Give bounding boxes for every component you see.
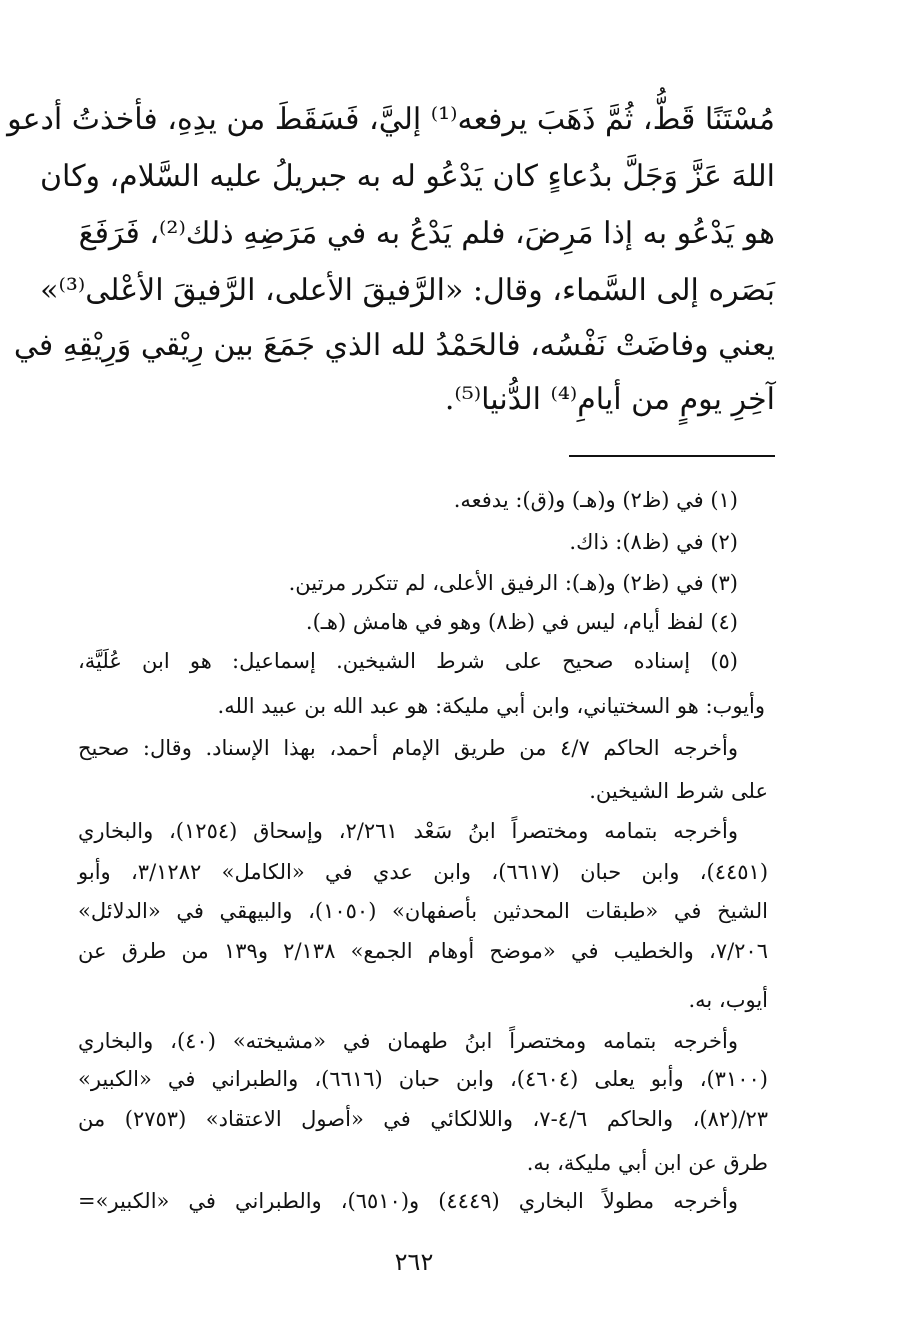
footnote-line: ٧/٢٠٦، والخطيب في «موضح أوهام الجمع» ٢/١٣٨ و١٣٩ من طرق عن	[78, 939, 768, 963]
main-text-line: مُسْتَنًا قَطُّ، ثُمَّ ذَهَبَ يرفعه⁽¹⁾ إليَّ، فَسَقَطَ من يدِهِ، فأخذتُ أدعو	[7, 102, 775, 137]
footnote-line: على شرط الشيخين.	[589, 779, 768, 803]
main-text-line: يعني وفاضَتْ نَفْسُه، فالحَمْدُ لله الذي جَمَعَ بين رِيْقي وَرِيْقِهِ في	[13, 328, 775, 363]
footnote-separator	[569, 455, 775, 457]
footnote-line: (٣١٠٠)، وأبو يعلى (٤٦٠٤)، وابن حبان (٦٦١٦)، والطبراني في «الكبير»	[78, 1067, 768, 1091]
footnote-line: ٢٣/(٨٢)، والحاكم ٤/٦-٧، واللالكائي في «أصول الاعتقاد» (٢٧٥٣) من	[78, 1107, 769, 1131]
footnote-line: (٥) إسناده صحيح على شرط الشيخين. إسماعيل: هو ابن عُلَيَّة،	[78, 649, 738, 673]
footnote-line: طرق عن ابن أبي مليكة، به.	[526, 1151, 768, 1175]
footnote-line: وأخرجه بتمامه ومختصراً ابنُ سَعْد ٢/٢٦١، وإسحاق (١٢٥٤)، والبخاري	[78, 819, 739, 843]
footnote-line: (٢) في (ظ٨): ذاك.	[569, 530, 738, 554]
footnote-line: (١) في (ظ٢) و(هـ) و(ق): يدفعه.	[453, 488, 738, 512]
main-text-line: بَصَره إلى السَّماء، وقال: «الرَّفيقَ الأعلى، الرَّفيقَ الأعْلى⁽³⁾»	[40, 273, 775, 308]
footnote-line: وأيوب: هو السختياني، وابن أبي مليكة: هو عبد الله بن عبيد الله.	[217, 694, 765, 718]
footnote-line: (٤) لفظ أيام، ليس في (ظ٨) وهو في هامش (هـ).	[305, 610, 738, 634]
footnote-line: (٤٤٥١)، وابن حبان (٦٦١٧)، وابن عدي في «الكامل» ٣/١٢٨٢، وأبو	[78, 860, 769, 884]
footnote-line: الشيخ في «طبقات المحدثين بأصفهان» (١٠٥٠)، والبيهقي في «الدلائل»	[78, 899, 768, 923]
footnote-line: وأخرجه الحاكم ٤/٧ من طريق الإمام أحمد، بهذا الإسناد. وقال: صحيح	[78, 736, 738, 760]
main-text-line: آخِرِ يومٍ من أيامِ⁽⁴⁾ الدُّنيا⁽⁵⁾.	[444, 382, 775, 417]
footnote-line: أيوب، به.	[688, 988, 768, 1012]
main-text-line: هو يَدْعُو به إذا مَرِضَ، فلم يَدْعُ به في مَرَضِهِ ذلك⁽²⁾، فَرَفَعَ	[78, 216, 775, 251]
page-number: ٢٦٢	[394, 1248, 434, 1276]
footnote-line: وأخرجه مطولاً البخاري (٤٤٤٩) و(٦٥١٠)، والطبراني في «الكبير»=	[78, 1189, 738, 1213]
main-text-line: اللهَ عَزَّ وَجَلَّ بدُعاءٍ كان يَدْعُو له به جبريلُ عليه السَّلام، وكان	[40, 159, 775, 194]
footnote-line: وأخرجه بتمامه ومختصراً ابنُ طهمان في «مشيخته» (٤٠)، والبخاري	[78, 1029, 739, 1053]
footnote-line: (٣) في (ظ٢) و(هـ): الرفيق الأعلى، لم تتكرر مرتين.	[288, 571, 738, 595]
